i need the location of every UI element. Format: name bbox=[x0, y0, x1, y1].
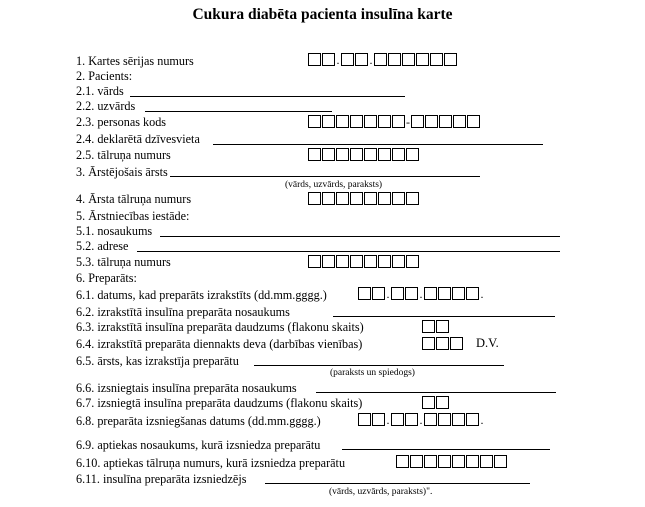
label-prescribed-name: 6.2. izrakstītā insulīna preparāta nosaukums bbox=[76, 305, 290, 319]
input-box[interactable] bbox=[494, 455, 507, 468]
input-box[interactable] bbox=[350, 115, 363, 128]
label-last-name: 2.2. uzvārds bbox=[76, 99, 136, 113]
label-dispensed-name: 6.6. izsniegtais insulīna preparāta nosaukums bbox=[76, 381, 297, 395]
label-preparation: 6. Preparāts: bbox=[76, 271, 137, 285]
dispenser-line[interactable] bbox=[265, 483, 530, 484]
label-dispenser: 6.11. insulīna preparāta izsniedzējs bbox=[76, 472, 247, 486]
input-box[interactable] bbox=[374, 53, 387, 66]
input-box[interactable] bbox=[436, 396, 449, 409]
phone-boxes[interactable] bbox=[308, 146, 420, 161]
input-box[interactable] bbox=[466, 413, 479, 426]
separator: . bbox=[386, 287, 390, 301]
input-box[interactable] bbox=[350, 192, 363, 205]
input-box[interactable] bbox=[444, 53, 457, 66]
label-pharmacy-name: 6.9. aptiekas nosaukums, kurā izsniedza preparātu bbox=[76, 438, 321, 452]
input-box[interactable] bbox=[322, 192, 335, 205]
input-box[interactable] bbox=[364, 148, 377, 161]
input-box[interactable] bbox=[364, 115, 377, 128]
input-box[interactable] bbox=[355, 53, 368, 66]
input-box[interactable] bbox=[410, 455, 423, 468]
label-doctor: 3. Ārstējošais ārsts bbox=[76, 165, 168, 179]
input-box[interactable] bbox=[322, 255, 335, 268]
separator: . bbox=[480, 287, 484, 301]
institution-phone-boxes[interactable] bbox=[308, 253, 420, 268]
input-box[interactable] bbox=[438, 455, 451, 468]
label-daily-dose: 6.4. izrakstītā preparāta diennakts deva (darbības vienības) bbox=[76, 337, 363, 351]
last-name-line[interactable] bbox=[145, 111, 332, 112]
label-dispensed-quantity: 6.7. izsniegtā insulīna preparāta daudzums (flakonu skaits) bbox=[76, 396, 363, 410]
input-box[interactable] bbox=[364, 255, 377, 268]
input-box[interactable] bbox=[336, 255, 349, 268]
personal-code-boxes[interactable] bbox=[308, 113, 481, 128]
input-box[interactable] bbox=[372, 287, 385, 300]
doctor-line[interactable] bbox=[170, 176, 480, 177]
separator: . bbox=[480, 413, 484, 427]
input-box[interactable] bbox=[424, 287, 437, 300]
input-box[interactable] bbox=[336, 148, 349, 161]
dispensed-date-boxes[interactable] bbox=[358, 411, 485, 426]
label-prescribed-quantity: 6.3. izrakstītā insulīna preparāta daudzums (flakonu skaits) bbox=[76, 320, 364, 334]
input-box[interactable] bbox=[372, 413, 385, 426]
input-box[interactable] bbox=[308, 192, 321, 205]
prescribing-doctor-note: (paraksts un spiedogs) bbox=[330, 368, 415, 378]
input-box[interactable] bbox=[378, 255, 391, 268]
input-box[interactable] bbox=[364, 192, 377, 205]
prescribed-date-boxes[interactable] bbox=[358, 285, 485, 300]
input-box[interactable] bbox=[406, 255, 419, 268]
input-box[interactable] bbox=[416, 53, 429, 66]
dispenser-note: (vārds, uzvārds, paraksts)". bbox=[329, 487, 433, 497]
prescribed-quantity-boxes[interactable] bbox=[422, 318, 450, 333]
input-box[interactable] bbox=[308, 255, 321, 268]
input-box[interactable] bbox=[308, 148, 321, 161]
dispensed-quantity-boxes[interactable] bbox=[422, 394, 450, 409]
pharmacy-name-line[interactable] bbox=[342, 449, 550, 450]
input-box[interactable] bbox=[350, 255, 363, 268]
separator: . bbox=[419, 413, 423, 427]
label-institution-name: 5.1. nosaukums bbox=[76, 224, 153, 238]
input-box[interactable] bbox=[350, 148, 363, 161]
institution-address-line[interactable] bbox=[137, 251, 560, 252]
label-institution: 5. Ārstniecības iestāde: bbox=[76, 209, 190, 223]
input-box[interactable] bbox=[322, 148, 335, 161]
input-box[interactable] bbox=[467, 115, 480, 128]
pharmacy-phone-boxes[interactable] bbox=[396, 453, 508, 468]
input-box[interactable] bbox=[452, 413, 465, 426]
input-box[interactable] bbox=[406, 148, 419, 161]
separator: . bbox=[419, 287, 423, 301]
address-line[interactable] bbox=[213, 144, 543, 145]
input-box[interactable] bbox=[405, 413, 418, 426]
input-box[interactable] bbox=[396, 455, 409, 468]
input-box[interactable] bbox=[322, 115, 335, 128]
input-box[interactable] bbox=[392, 255, 405, 268]
input-box[interactable] bbox=[425, 115, 438, 128]
input-box[interactable] bbox=[438, 287, 451, 300]
label-address: 2.4. deklarētā dzīvesvieta bbox=[76, 132, 200, 146]
dispensed-name-line[interactable] bbox=[316, 392, 556, 393]
dose-unit: D.V. bbox=[476, 336, 499, 350]
input-box[interactable] bbox=[422, 337, 435, 350]
label-doctor-phone: 4. Ārsta tālruņa numurs bbox=[76, 192, 192, 206]
input-box[interactable] bbox=[392, 115, 405, 128]
input-box[interactable] bbox=[424, 413, 437, 426]
input-box[interactable] bbox=[453, 115, 466, 128]
separator: . bbox=[369, 53, 373, 67]
form-title: Cukura diabēta pacienta insulīna karte bbox=[192, 6, 453, 23]
input-box[interactable] bbox=[466, 455, 479, 468]
input-box[interactable] bbox=[336, 115, 349, 128]
input-box[interactable] bbox=[378, 192, 391, 205]
label-institution-address: 5.2. adrese bbox=[76, 239, 129, 253]
prescribed-name-line[interactable] bbox=[333, 316, 555, 317]
input-box[interactable] bbox=[392, 148, 405, 161]
institution-name-line[interactable] bbox=[160, 236, 560, 237]
doctor-note: (vārds, uzvārds, paraksts) bbox=[285, 180, 383, 190]
label-phone: 2.5. tālruņa numurs bbox=[76, 148, 171, 162]
input-box[interactable] bbox=[388, 53, 401, 66]
input-box[interactable] bbox=[392, 192, 405, 205]
input-box[interactable] bbox=[378, 115, 391, 128]
input-box[interactable] bbox=[411, 115, 424, 128]
label-dispensed-date: 6.8. preparāta izsniegšanas datums (dd.mm.gggg.) bbox=[76, 414, 321, 428]
input-box[interactable] bbox=[322, 53, 335, 66]
input-box[interactable] bbox=[336, 192, 349, 205]
input-box[interactable] bbox=[308, 53, 321, 66]
label-prescribing-doctor: 6.5. ārsts, kas izrakstīja preparātu bbox=[76, 354, 239, 368]
input-box[interactable] bbox=[422, 396, 435, 409]
input-box[interactable] bbox=[422, 320, 435, 333]
input-box[interactable] bbox=[452, 455, 465, 468]
separator: . bbox=[386, 413, 390, 427]
input-box[interactable] bbox=[436, 337, 449, 350]
label-prescribed-date: 6.1. datums, kad preparāts izrakstīts (dd.mm.gggg.) bbox=[76, 288, 327, 302]
input-box[interactable] bbox=[452, 287, 465, 300]
daily-dose-boxes[interactable] bbox=[422, 335, 464, 350]
input-box[interactable] bbox=[358, 413, 371, 426]
input-box[interactable] bbox=[480, 455, 493, 468]
label-first-name: 2.1. vārds bbox=[76, 84, 124, 98]
input-box[interactable] bbox=[439, 115, 452, 128]
input-box[interactable] bbox=[430, 53, 443, 66]
input-box[interactable] bbox=[406, 192, 419, 205]
input-box[interactable] bbox=[391, 287, 404, 300]
label-pharmacy-phone: 6.10. aptiekas tālruņa numurs, kurā izsniedza preparātu bbox=[76, 456, 346, 470]
series-number-boxes[interactable] bbox=[308, 51, 458, 66]
separator: - bbox=[406, 115, 410, 129]
separator: . bbox=[336, 53, 340, 67]
input-box[interactable] bbox=[391, 413, 404, 426]
input-box[interactable] bbox=[308, 115, 321, 128]
input-box[interactable] bbox=[358, 287, 371, 300]
input-box[interactable] bbox=[466, 287, 479, 300]
label-personal-code: 2.3. personas kods bbox=[76, 115, 167, 129]
input-box[interactable] bbox=[341, 53, 354, 66]
label-series-number: 1. Kartes sērijas numurs bbox=[76, 54, 194, 68]
input-box[interactable] bbox=[436, 320, 449, 333]
label-patient: 2. Pacients: bbox=[76, 69, 133, 83]
input-box[interactable] bbox=[405, 287, 418, 300]
doctor-phone-boxes[interactable] bbox=[308, 190, 420, 205]
first-name-line[interactable] bbox=[130, 96, 405, 97]
input-box[interactable] bbox=[402, 53, 415, 66]
input-box[interactable] bbox=[424, 455, 437, 468]
input-box[interactable] bbox=[438, 413, 451, 426]
prescribing-doctor-line[interactable] bbox=[254, 365, 504, 366]
label-institution-phone: 5.3. tālruņa numurs bbox=[76, 255, 171, 269]
input-box[interactable] bbox=[378, 148, 391, 161]
input-box[interactable] bbox=[450, 337, 463, 350]
